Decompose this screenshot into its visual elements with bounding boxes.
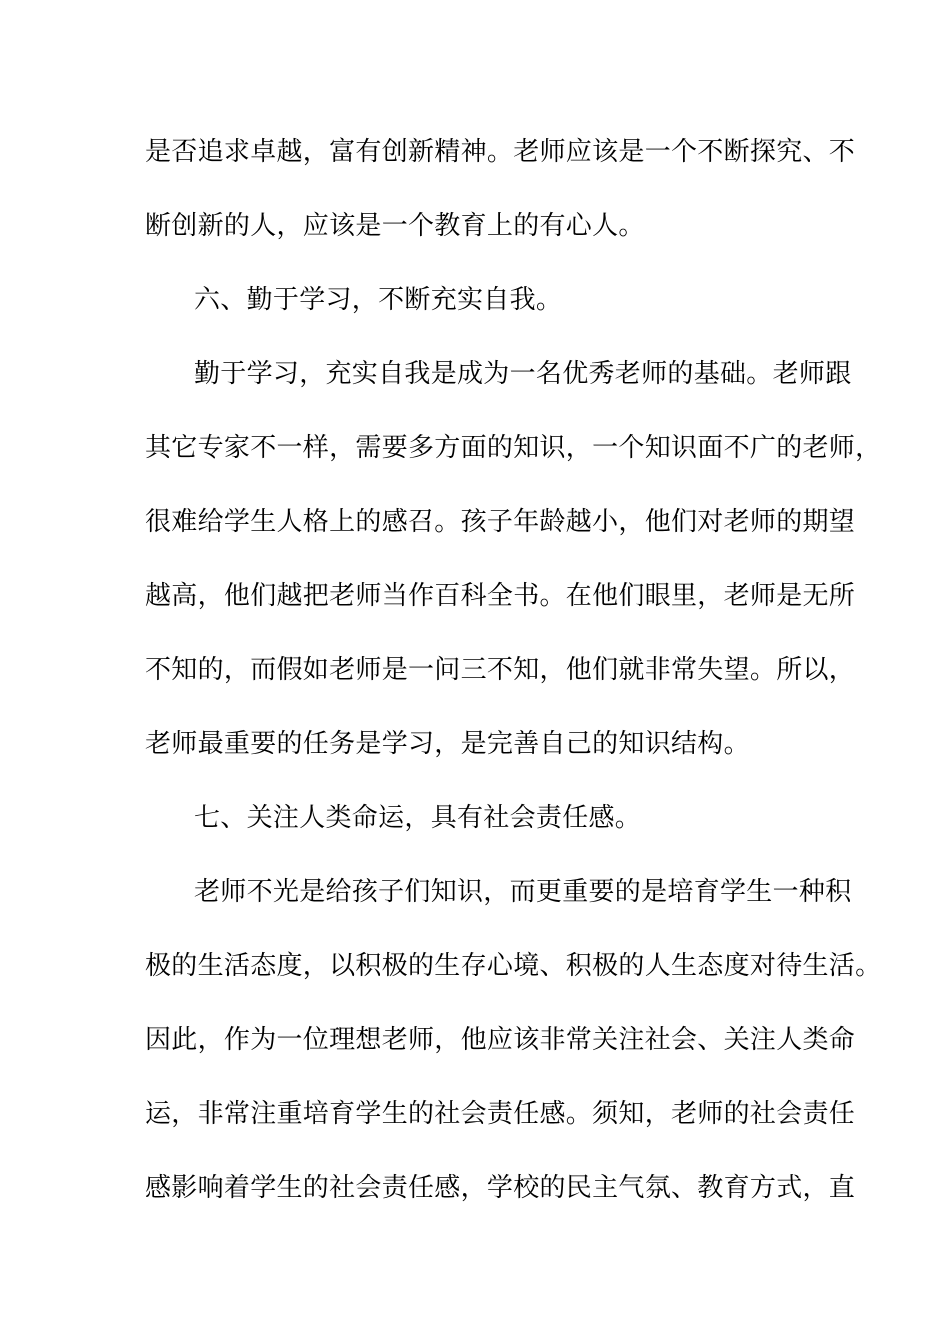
text-line: 因此，作为一位理想老师，他应该非常关注社会、关注人类命 (145, 1025, 856, 1055)
text-line: 断创新的人，应该是一个教育上的有心人。 (145, 211, 645, 241)
section-heading: 六、勤于学习，不断充实自我。 (194, 285, 563, 315)
text-line: 运，非常注重培育学生的社会责任感。须知，老师的社会责任 (145, 1099, 856, 1129)
text-line: 极的生活态度，以积极的生存心境、积极的人生态度对待生活。 (145, 951, 882, 981)
text-line: 其它专家不一样，需要多方面的知识，一个知识面不广的老师， (145, 433, 882, 463)
text-line: 老师最重要的任务是学习，是完善自己的知识结构。 (145, 729, 750, 759)
text-line: 不知的，而假如老师是一问三不知，他们就非常失望。所以， (145, 655, 856, 685)
paragraph-start-line: 老师不光是给孩子们知识，而更重要的是培育学生一种积 (194, 877, 852, 907)
text-line: 是否追求卓越，富有创新精神。老师应该是一个不断探究、不 (145, 137, 856, 167)
text-line: 越高，他们越把老师当作百科全书。在他们眼里，老师是无所 (145, 581, 856, 611)
text-line: 很难给学生人格上的感召。孩子年龄越小，他们对老师的期望 (145, 507, 856, 537)
paragraph-start-line: 勤于学习，充实自我是成为一名优秀老师的基础。老师跟 (194, 359, 852, 389)
section-heading: 七、关注人类命运，具有社会责任感。 (194, 803, 642, 833)
text-line: 感影响着学生的社会责任感，学校的民主气氛、教育方式，直 (145, 1173, 856, 1203)
